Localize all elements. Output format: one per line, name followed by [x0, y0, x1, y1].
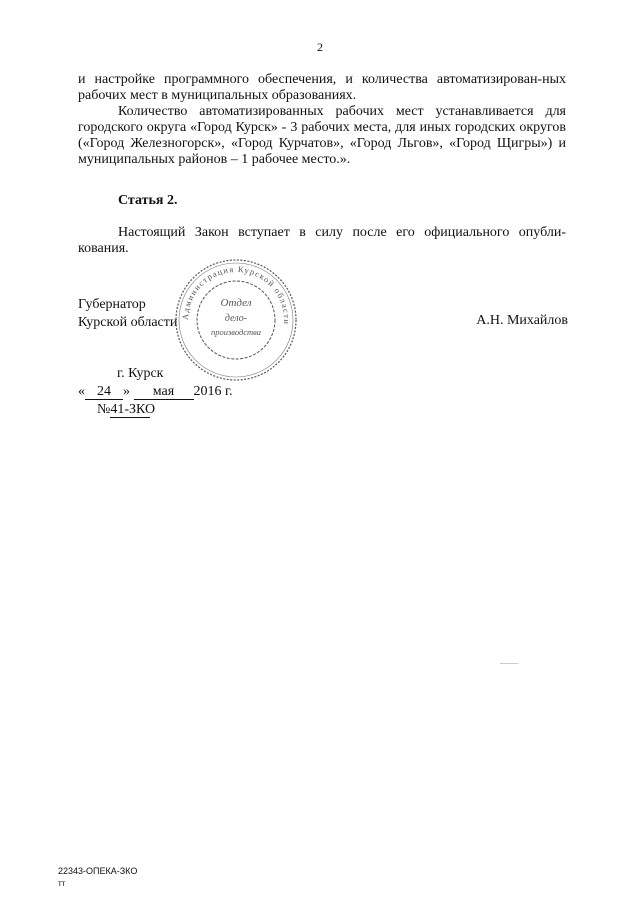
stamp-center-line3: производства	[210, 327, 262, 337]
official-stamp	[174, 258, 298, 382]
paragraph-continuation: и настройке программного обеспечения, и количества автоматизирован-ных рабочих мест в муниципальных образованиях.	[78, 72, 566, 103]
signing-date	[78, 384, 233, 400]
signing-place: г. Курск	[117, 366, 164, 381]
scan-mark	[500, 663, 518, 664]
stamp-ring-text: Администрация Курской области	[179, 263, 293, 326]
paragraph-entry-into-force: Настоящий Закон вступает в силу после его официального опубли-кования.	[78, 225, 566, 256]
signatory-title-line2: Курской области	[78, 315, 178, 330]
footer-mark: тт	[58, 879, 66, 888]
article-heading: Статья 2.	[118, 193, 178, 208]
date-open-quote: «	[78, 384, 85, 399]
law-number	[97, 402, 156, 418]
date-month: мая	[134, 385, 194, 400]
law-number-value: 41-ЗКО	[110, 402, 156, 417]
law-number-prefix: №	[97, 402, 111, 417]
date-day: 24	[85, 385, 123, 400]
signatory-title	[78, 296, 177, 332]
stamp-center-line2: дело-	[224, 313, 248, 324]
date-year: 2016 г.	[193, 384, 233, 399]
page-number: 2	[317, 40, 323, 54]
footer-code: 22343-ОПЕКА-ЗКО	[58, 866, 138, 876]
signatory-name: А.Н. Михайлов	[476, 313, 568, 328]
signatory-title-line1: Губернатор	[78, 297, 146, 312]
date-close-quote: »	[123, 384, 130, 399]
stamp-center-line1: Отдел	[220, 297, 252, 309]
paragraph-workstations: Количество автоматизированных рабочих мест устанавливается для городского округа «Город Курск» - 3 рабочих места, для иных городских округов («Город Железногорск», «Город Курчатов», «Город Льгов», «Город Щигры») и муниципальных районов – 1 рабочее место.».	[78, 104, 566, 167]
